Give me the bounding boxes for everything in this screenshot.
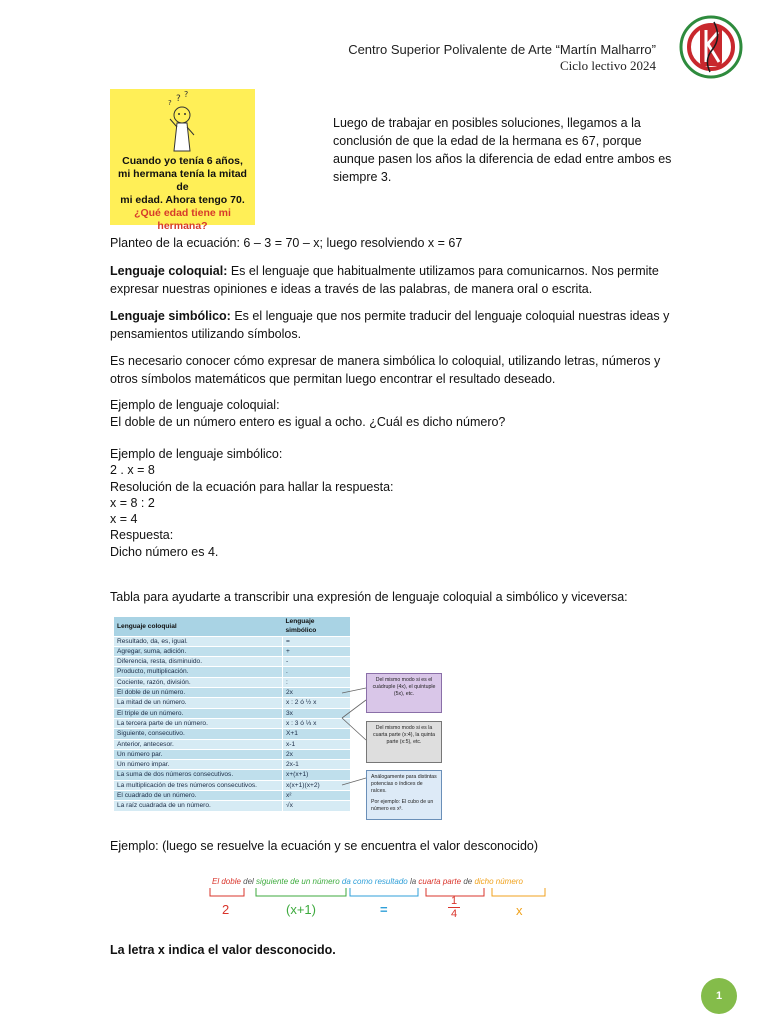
table-row	[114, 801, 350, 811]
comic-caption-line: mi edad. Ahora tengo 70.	[120, 194, 245, 206]
symbolic-term: Lenguaje simbólico:	[110, 309, 231, 323]
connector-line	[342, 718, 366, 740]
comic-caption-line: Cuando yo tenía 6 años,	[122, 155, 243, 167]
eq-word: cuarta	[418, 877, 441, 886]
table-cell: x²	[283, 791, 351, 801]
colloquial-example-title: Ejemplo de lenguaje coloquial:	[110, 398, 280, 412]
symbolic-example-line: Resolución de la ecuación para hallar la respuesta:	[110, 479, 394, 494]
conversion-table	[114, 617, 350, 812]
school-year: Ciclo lectivo 2024	[559, 58, 656, 73]
intro-paragraph: Luego de trabajar en posibles soluciones, llegamos a la conclusión de que la edad de la hermana es 67, porque aunque pasen los años la diferencia de edad entre ambos es siempre 3.	[333, 116, 672, 184]
table-cell: Agregar, suma, adición.	[114, 646, 283, 656]
eq-word: parte	[440, 877, 462, 886]
table-row	[114, 667, 350, 677]
eq-symbol-two: 2	[222, 902, 230, 917]
symbolic-example-line: Ejemplo de lenguaje simbólico:	[110, 447, 283, 461]
symbolic-example-line: Respuesta:	[110, 528, 174, 543]
table-cell: x : 3 ó ⅓ x	[283, 718, 351, 728]
conclusion-text: La letra x indica el valor desconocido.	[110, 943, 336, 957]
bracket-dicho	[492, 888, 545, 896]
table-cell: .	[283, 667, 351, 677]
bracket-siguiente	[256, 888, 346, 896]
table-row	[114, 739, 350, 749]
table-cell: Siguiente, consecutivo.	[114, 729, 283, 739]
table-row	[114, 760, 350, 770]
symbolic-example	[110, 446, 678, 560]
table-cell: :	[283, 677, 351, 687]
eq-word: doble	[221, 877, 241, 886]
example-intro: Ejemplo: (luego se resuelve la ecuación y se encuentra el valor desconocido)	[110, 839, 539, 853]
eq-word: siguiente de un número	[256, 877, 340, 886]
eq-symbol-equals: =	[380, 902, 388, 917]
colloquial-example	[110, 397, 678, 431]
table-cell: x-1	[283, 739, 351, 749]
table-row	[114, 677, 350, 687]
table-row	[114, 729, 350, 739]
table-header-colloquial: Lenguaje coloquial	[114, 617, 283, 636]
svg-text:?: ?	[184, 90, 189, 99]
table-cell: Un número impar.	[114, 760, 283, 770]
table-cell: La tercera parte de un número.	[114, 718, 283, 728]
table-header-row	[114, 617, 350, 636]
eq-word: El	[212, 877, 222, 886]
note-multiples: Del mismo modo si es el cuádruple (4x), el quíntuple (5x), etc.	[366, 673, 442, 713]
fraction-denominator: 4	[448, 907, 460, 920]
symbolic-example-line: Dicho número es 4.	[110, 544, 219, 559]
table-cell: Anterior, antecesor.	[114, 739, 283, 749]
table-row	[114, 657, 350, 667]
table-cell: 2x-1	[283, 760, 351, 770]
table-cell: Producto, multiplicación.	[114, 667, 283, 677]
fraction-numerator: 1	[450, 895, 458, 907]
table-row	[114, 770, 350, 780]
symbolic-example-line: x = 4	[110, 512, 138, 527]
table-cell: X+1	[283, 729, 351, 739]
table-cell: El triple de un número.	[114, 708, 283, 718]
colloquial-definition	[110, 262, 678, 298]
table-cell: 2x	[283, 688, 351, 698]
table-cell: Cociente, razón, división.	[114, 677, 283, 687]
eq-symbol-fraction	[448, 895, 460, 920]
eq-word: da como resultado	[339, 877, 408, 886]
table-cell: 3x	[283, 708, 351, 718]
institution-name: Centro Superior Polivalente de Arte “Martín Malharro”	[348, 42, 656, 57]
note-powers-example: Por ejemplo: El cubo de un número es x³.	[371, 799, 434, 812]
table-cell: El cuadrado de un número.	[114, 791, 283, 801]
comic-caption-line: mi hermana tenía la mitad de	[118, 168, 247, 193]
eq-word: dicho número	[474, 877, 523, 886]
table-row	[114, 636, 350, 646]
symbolic-example-line: 2 . x = 8	[110, 463, 155, 478]
table-cell: Diferencia, resta, disminuido.	[114, 657, 283, 667]
colloquial-text: Es el lenguaje que habitualmente utilizamos para comunicarnos. Nos permite expresar nuestras opiniones e ideas a través de las palabras, de manera oral o escrita.	[110, 264, 659, 296]
note-powers-text: Análogamente para distintas potencias o índices de raíces.	[371, 774, 437, 794]
table-row	[114, 688, 350, 698]
conversion-table-wrap	[114, 617, 350, 812]
eq-word: la	[407, 877, 419, 886]
thinking-figure-icon	[110, 89, 255, 155]
table-row	[114, 708, 350, 718]
colloquial-example-text: El doble de un número entero es igual a ocho. ¿Cuál es dicho número?	[110, 415, 506, 429]
table-row	[114, 791, 350, 801]
connector-line	[342, 688, 366, 693]
comic-caption	[114, 155, 251, 233]
table-cell: El doble de un número.	[114, 688, 283, 698]
connector-line	[342, 778, 366, 785]
symbolic-example-line: x = 8 : 2	[110, 495, 155, 510]
necessity-paragraph: Es necesario conocer cómo expresar de manera simbólica lo coloquial, utilizando letras, números y otros símbolos matemáticos que permitan luego encontrar el resultado deseado.	[110, 354, 661, 386]
table-row	[114, 718, 350, 728]
eq-symbol-next: (x+1)	[286, 902, 316, 917]
note-fractions: Del mismo modo si es la cuarta parte (x:4), la quinta parte (x:5), etc.	[366, 721, 442, 763]
colloquial-term: Lenguaje coloquial:	[110, 264, 228, 278]
table-row	[114, 698, 350, 708]
eq-word: del	[240, 877, 257, 886]
table-cell: Un número par.	[114, 749, 283, 759]
bracket-resultado	[350, 888, 418, 896]
table-cell: =	[283, 636, 351, 646]
table-cell: La mitad de un número.	[114, 698, 283, 708]
equation-brackets	[200, 882, 560, 900]
note-powers	[366, 770, 442, 820]
svg-text:?: ?	[176, 94, 181, 104]
comic-illustration	[110, 89, 255, 232]
bracket-doble	[210, 888, 244, 896]
table-row	[114, 646, 350, 656]
connector-line	[342, 700, 366, 718]
table-cell: √x	[283, 801, 351, 811]
colored-equation	[200, 870, 560, 930]
table-cell: -	[283, 657, 351, 667]
table-row	[114, 780, 350, 790]
eq-symbol-x: x	[516, 903, 523, 918]
table-cell: La multiplicación de tres números consecutivos.	[114, 780, 283, 790]
comic-question: ¿Qué edad tiene mi hermana?	[134, 207, 231, 232]
table-row	[114, 749, 350, 759]
school-logo	[676, 14, 746, 80]
equation-statement: Planteo de la ecuación: 6 – 3 = 70 – x; luego resolviendo x = 67	[110, 236, 463, 250]
symbolic-text: Es el lenguaje que nos permite traducir del lenguaje coloquial nuestras ideas y pensamientos utilizando símbolos.	[110, 309, 670, 341]
table-cell: La suma de dos números consecutivos.	[114, 770, 283, 780]
symbolic-definition	[110, 307, 678, 343]
table-cell: 2x	[283, 749, 351, 759]
page-number-badge: 1	[701, 978, 737, 1014]
svg-text:?: ?	[168, 99, 172, 107]
table-header-symbolic: Lenguaje simbólico	[283, 617, 351, 636]
table-intro: Tabla para ayudarte a transcribir una expresión de lenguaje coloquial a simbólico y viceversa:	[110, 590, 628, 604]
table-cell: Resultado, da, es, igual.	[114, 636, 283, 646]
table-cell: x : 2 ó ½ x	[283, 698, 351, 708]
table-cell: x+(x+1)	[283, 770, 351, 780]
table-cell: La raíz cuadrada de un número.	[114, 801, 283, 811]
table-cell: +	[283, 646, 351, 656]
table-cell: x(x+1)(x+2)	[283, 780, 351, 790]
eq-word: de	[461, 877, 475, 886]
